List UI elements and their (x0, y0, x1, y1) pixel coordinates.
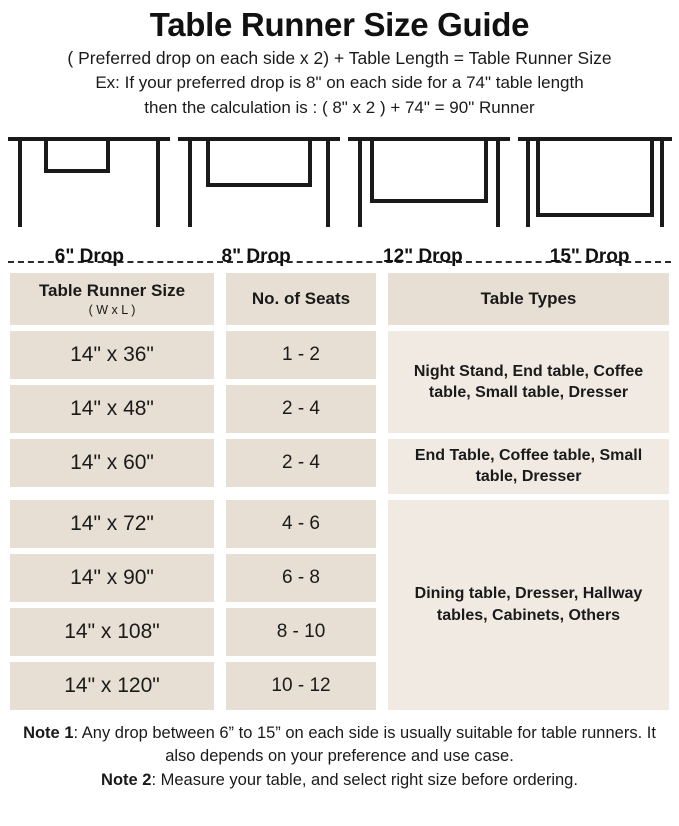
table-type-group: Dining table, Dresser, Hallway tables, Cabinets, Others (388, 500, 669, 710)
table-type-group: End Table, Coffee table, Small table, Dresser (388, 439, 669, 494)
table-row: 14" x 108" (10, 608, 214, 656)
note-1-label: Note 1 (23, 723, 74, 742)
note-2-text: : Measure your table, and select right size before ordering. (151, 771, 578, 790)
table-row: 2 - 4 (226, 439, 376, 487)
table-row: 14" x 48" (10, 385, 214, 433)
note-1-text: : Any drop between 6” to 15” on each side is usually suitable for table runners. It also depends on your preference and use case. (73, 723, 656, 765)
column-header-size (10, 273, 214, 325)
column-header-size-label: Table Runner Size (38, 281, 186, 301)
table-row: 14" x 90" (10, 554, 214, 602)
table-row: 1 - 2 (226, 331, 376, 379)
table-row: 14" x 60" (10, 439, 214, 487)
table-row: 8 - 10 (226, 608, 376, 656)
table-row: 14" x 72" (10, 500, 214, 548)
column-header-seats: No. of Seats (226, 273, 376, 325)
column-header-size-sub: ( W x L ) (88, 302, 136, 317)
tables-diagram-svg (0, 127, 679, 245)
table-row: 6 - 8 (226, 554, 376, 602)
example-line-2: then the calculation is : ( 8" x 2 ) + 74" = 90" Runner (144, 97, 535, 117)
drop-label-row (6, 245, 673, 268)
page-title: Table Runner Size Guide (149, 6, 530, 43)
column-header-types: Table Types (388, 273, 669, 325)
table-row: 4 - 6 (226, 500, 376, 548)
drop-label-15: 15" Drop (549, 246, 630, 268)
table-row: 2 - 4 (226, 385, 376, 433)
table-row: 14" x 120" (10, 662, 214, 710)
drop-label-8: 8" Drop (221, 246, 291, 268)
table-row: 10 - 12 (226, 662, 376, 710)
note-1 (8, 722, 671, 768)
note-2-label: Note 2 (101, 771, 152, 790)
drop-label-6: 6" Drop (54, 246, 124, 268)
drop-label-12: 12" Drop (383, 246, 463, 268)
table-type-group: Night Stand, End table, Coffee table, Small table, Dresser (388, 331, 669, 433)
notes-section (8, 722, 671, 792)
formula-line: ( Preferred drop on each side x 2) + Table Length = Table Runner Size (67, 48, 612, 68)
example-line-1: Ex: If your preferred drop is 8" on each side for a 74" table length (95, 73, 584, 92)
size-table (10, 273, 669, 710)
table-row: 14" x 36" (10, 331, 214, 379)
drop-illustration (0, 127, 679, 268)
note-2 (8, 769, 671, 792)
